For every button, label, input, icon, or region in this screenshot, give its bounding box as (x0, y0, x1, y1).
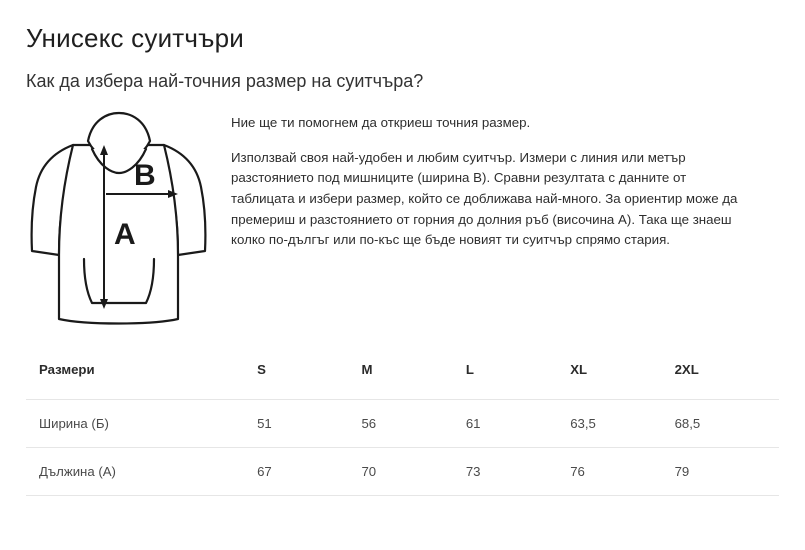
row-length-l: 73 (466, 448, 570, 496)
table-header-size-2xl: 2XL (675, 352, 779, 400)
table-header-size-l: L (466, 352, 570, 400)
size-table (26, 352, 779, 496)
table-header-size-xl: XL (570, 352, 674, 400)
row-width-l: 61 (466, 400, 570, 448)
row-width-m: 56 (361, 400, 465, 448)
intro-copy (231, 107, 751, 251)
size-table-body (26, 400, 779, 496)
row-label-width: Ширина (Б) (26, 400, 257, 448)
width-label: B (134, 159, 156, 193)
row-length-2xl: 79 (675, 448, 779, 496)
intro-paragraph-1: Ние ще ти помогнем да откриеш точния размер. (231, 115, 531, 131)
row-length-xl: 76 (570, 448, 674, 496)
hoodie-diagram-figure (26, 107, 211, 334)
intro-section (26, 107, 779, 334)
table-header-size-m: M (361, 352, 465, 400)
size-table-head (26, 352, 779, 400)
table-header-size-s: S (257, 352, 361, 400)
row-length-m: 70 (361, 448, 465, 496)
table-row (26, 400, 779, 448)
height-label: A (114, 218, 136, 252)
row-width-2xl: 68,5 (675, 400, 779, 448)
page-title: Унисекс суитчъри (26, 23, 244, 53)
table-header-label: Размери (26, 352, 257, 400)
hoodie-icon (26, 109, 211, 334)
row-length-s: 67 (257, 448, 361, 496)
row-width-xl: 63,5 (570, 400, 674, 448)
page-subtitle: Как да избера най-точния размер на суитчъра? (26, 70, 424, 91)
row-width-s: 51 (257, 400, 361, 448)
table-header-row (26, 352, 779, 400)
table-row (26, 448, 779, 496)
row-label-length: Дължина (А) (26, 448, 257, 496)
intro-paragraph-2: Използвай своя най-удобен и любим суитчър. Измери с линия или метър разстоянието под мишниците (ширина B). Сравни резултата с данните от таблицата и избери размер, който се доближава най-много. За ориентир може да премериш и разстоянието от горния до долния ръб (височина A). Така ще знаеш колко по-дългъг или по-къс ще бъде новият ти суитчър спрямо стария. (231, 149, 738, 248)
